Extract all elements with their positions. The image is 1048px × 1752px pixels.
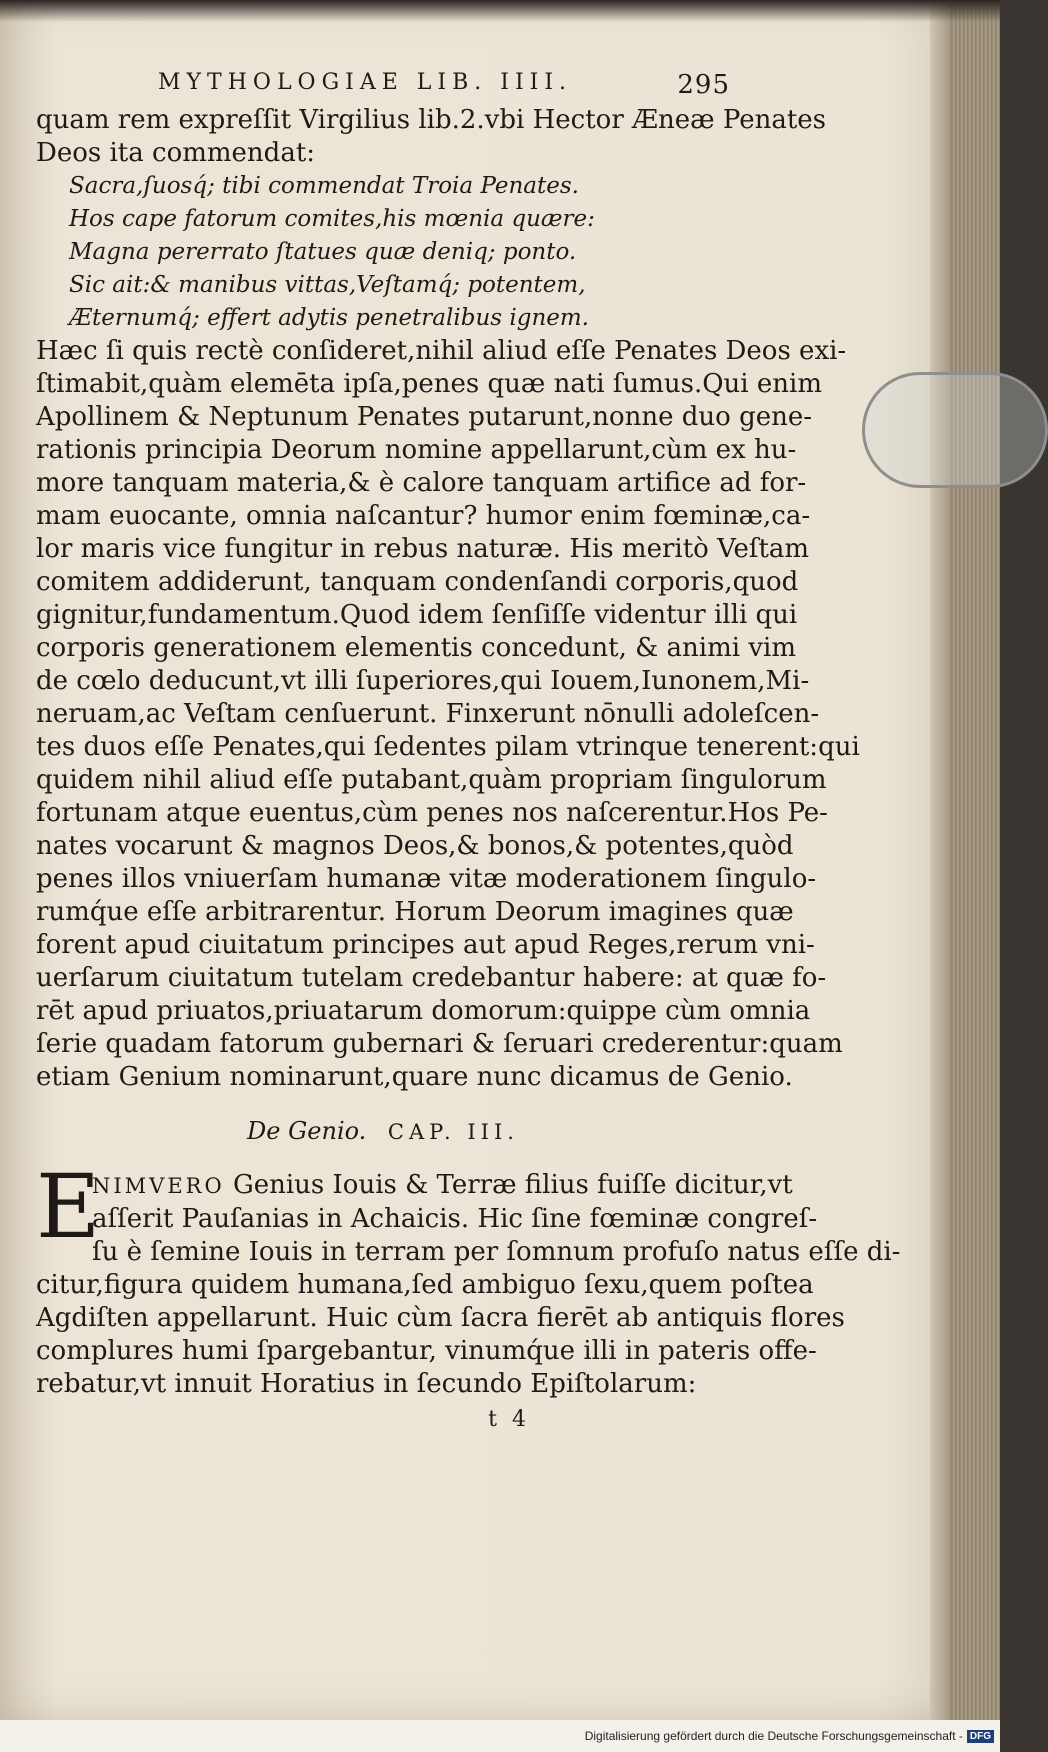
body-line: mam euocante, omnia naſcantur? humor enim fœminæ,ca- xyxy=(36,501,811,531)
genio-line: ſu è ſemine Iouis in terram per ſomnum profuſo natus eſſe di- xyxy=(92,1237,901,1267)
body-line: fortunam atque euentus,cùm penes nos naſcerentur.Hos Pe- xyxy=(36,798,828,828)
body-line: tes duos eſſe Penates,qui ſedentes pilam vtrinque tenerent:qui xyxy=(36,732,860,762)
body-line: ſtimabit,quàm elemēta ipſa,penes quæ nati ſumus.Qui enim xyxy=(36,369,822,399)
first-line-rest: Genius Iouis & Terræ filius fuiſſe dicitur,vt xyxy=(232,1170,793,1200)
genio-line: aſſerit Pauſanias in Achaicis. Hic ſine fœminæ congreſ- xyxy=(92,1204,818,1234)
verse-line: Sic ait:& manibus vittas,Veſtamq́; potentem, xyxy=(69,272,586,298)
body-line: etiam Genium nominarunt,quare nunc dicamus de Genio. xyxy=(36,1062,793,1092)
top-shadow xyxy=(0,0,1000,22)
genio-line: citur,figura quidem humana,ſed ambiguo ſexu,quem poſtea xyxy=(36,1270,814,1300)
body-line: lor maris vice fungitur in rebus naturæ. His meritò Veſtam xyxy=(36,534,810,564)
body-line: nates vocarunt & magnos Deos,& bonos,& potentes,quòd xyxy=(36,831,794,861)
page-stack-edge xyxy=(950,0,1000,1720)
digitization-footer xyxy=(0,1720,1000,1752)
dfg-logo: DFG xyxy=(967,1730,994,1743)
body-line: rationis principia Deorum nomine appellarunt,cùm ex hu- xyxy=(36,435,797,465)
chapter-heading xyxy=(36,1113,730,1149)
body-line: ſerie quadam fatorum gubernari & ſeruari crederentur:quam xyxy=(36,1029,843,1059)
page-number: 295 xyxy=(677,70,730,100)
body-line: Hæc ſi quis rectè conſideret,nihil aliud eſſe Penates Deos exi- xyxy=(36,336,847,366)
body-line: corporis generationem elementis concedunt, & animi vim xyxy=(36,633,796,663)
metal-clip xyxy=(862,372,1048,488)
body-line: de cœlo deducunt,vt illi ſuperiores,qui Iouem,Iunonem,Mi- xyxy=(36,666,810,696)
page-text xyxy=(36,70,901,1437)
body-line: more tanquam materia,& è calore tanquam artifice ad for- xyxy=(36,468,807,498)
chapter-title: De Genio. xyxy=(247,1117,367,1145)
intro-line: quam rem expreſſit Virgilius lib.2.vbi Hector Æneæ Penates xyxy=(36,105,827,135)
body-line: penes illos vniuerſam humanæ vitæ moderationem ſingulo- xyxy=(36,864,817,894)
running-title: MYTHOLOGIAE LIB. IIII. xyxy=(158,70,573,95)
verse-line: Magna pererrato ſtatues quæ deniq; ponto. xyxy=(69,239,577,265)
first-word: NIMVERO xyxy=(92,1174,225,1198)
verse-line: Sacra,ſuosq́; tibi commendat Troia Penates. xyxy=(69,173,579,199)
running-header xyxy=(36,70,730,104)
genio-line: rebatur,vt innuit Horatius in ſecundo Epiſtolarum: xyxy=(36,1369,697,1399)
body-line: neruam,ac Veſtam cenſuerunt. Finxerunt nōnulli adoleſcen- xyxy=(36,699,820,729)
intro-line: Deos ita commendat: xyxy=(36,138,316,168)
drop-cap: E xyxy=(36,1155,101,1258)
signature-mark: t 4 xyxy=(488,1407,530,1432)
body-line: quidem nihil aliud eſſe putabant,quàm propriam ſingulorum xyxy=(36,765,827,795)
body-line: comitem addiderunt, tanquam condenſandi corporis,quod xyxy=(36,567,799,597)
genio-paragraph xyxy=(36,1155,901,1401)
intro-paragraph xyxy=(36,104,827,170)
footer-credit: Digitalisierung gefördert durch die Deutsche Forschungsgemeinschaft - xyxy=(584,1729,963,1743)
verse-line: Æternumq́; effert adytis penetralibus ignem. xyxy=(69,305,589,331)
body-line: uerſarum ciuitatum tutelam credebantur habere: at quæ fo- xyxy=(36,963,827,993)
genio-line: complures humi ſpargebantur, vinumq́ue illi in pateris offe- xyxy=(36,1336,817,1366)
verse-line: Hos cape fatorum comites,his mœnia quære: xyxy=(69,206,595,232)
body-line: Apollinem & Neptunum Penates putarunt,nonne duo gene- xyxy=(36,402,813,432)
genio-first-line xyxy=(36,1169,793,1203)
chapter-number: CAP. III. xyxy=(387,1120,519,1144)
body-line: gignitur,fundamentum.Quod idem ſenſiſſe videntur illi qui xyxy=(36,600,798,630)
body-line: rēt apud priuatos,priuatarum domorum:quippe cùm omnia xyxy=(36,996,811,1026)
body-line: forent apud ciuitatum principes aut apud Reges,rerum vni- xyxy=(36,930,815,960)
genio-line: Agdiſten appellarunt. Huic cùm ſacra fierēt ab antiquis flores xyxy=(36,1303,845,1333)
penates-paragraph xyxy=(36,335,860,1094)
verse-block xyxy=(36,170,730,335)
body-line: rumq́ue eſſe arbitrarentur. Horum Deorum imagines quæ xyxy=(36,897,794,927)
